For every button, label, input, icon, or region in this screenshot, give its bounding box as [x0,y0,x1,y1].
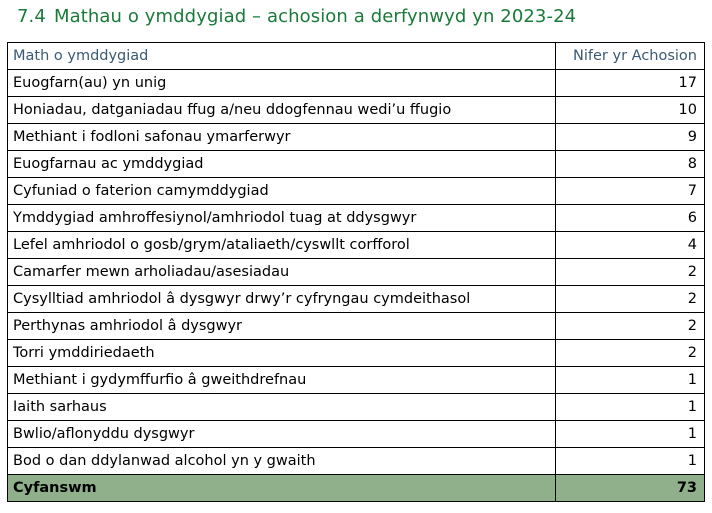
table-row [8,259,705,286]
table-row [8,340,705,367]
case-count-cell: 10 [556,97,705,124]
case-count-cell: 7 [556,178,705,205]
case-count-cell: 1 [556,394,705,421]
behaviour-type-cell: Camarfer mewn arholiadau/asesiadau [8,259,556,286]
total-row [8,475,705,502]
case-count-cell: 1 [556,367,705,394]
table-row [8,313,705,340]
table-row [8,286,705,313]
section-number: 7.4 [17,6,46,27]
table-row [8,448,705,475]
behaviour-type-cell: Bod o dan ddylanwad alcohol yn y gwaith [8,448,556,475]
table-row [8,232,705,259]
case-count-cell: 8 [556,151,705,178]
behaviour-type-cell: Bwlio/aflonyddu dysgwyr [8,421,556,448]
behaviour-type-cell: Methiant i fodloni safonau ymarferwyr [8,124,556,151]
total-count: 73 [556,475,705,502]
behaviour-type-cell: Methiant i gydymffurfio â gweithdrefnau [8,367,556,394]
column-header-count: Nifer yr Achosion [556,43,705,70]
behaviour-type-cell: Torri ymddiriedaeth [8,340,556,367]
case-count-cell: 2 [556,340,705,367]
case-count-cell: 2 [556,286,705,313]
behaviour-type-cell: Euogfarnau ac ymddygiad [8,151,556,178]
case-count-cell: 6 [556,205,705,232]
section-heading [17,5,576,29]
case-count-cell: 4 [556,232,705,259]
behaviour-type-cell: Cyfuniad o faterion camymddygiad [8,178,556,205]
behaviour-type-cell: Perthynas amhriodol â dysgwyr [8,313,556,340]
table-row [8,367,705,394]
case-count-cell: 2 [556,259,705,286]
behaviour-type-cell: Ymddygiad amhroffesiynol/amhriodol tuag at ddysgwyr [8,205,556,232]
behaviour-type-cell: Iaith sarhaus [8,394,556,421]
table-row [8,70,705,97]
table-row [8,124,705,151]
case-count-cell: 9 [556,124,705,151]
table-header-row [8,43,705,70]
case-count-cell: 1 [556,448,705,475]
table-row [8,205,705,232]
table-row [8,421,705,448]
behaviour-type-cell: Lefel amhriodol o gosb/grym/ataliaeth/cyswllt corfforol [8,232,556,259]
behaviour-type-cell: Euogfarn(au) yn unig [8,70,556,97]
table-row [8,394,705,421]
case-count-cell: 1 [556,421,705,448]
case-count-cell: 17 [556,70,705,97]
table-row [8,97,705,124]
behaviour-type-cell: Cysylltiad amhriodol â dysgwyr drwy’r cyfryngau cymdeithasol [8,286,556,313]
total-label: Cyfanswm [8,475,556,502]
column-header-type: Math o ymddygiad [8,43,556,70]
case-count-cell: 2 [556,313,705,340]
cases-table [7,42,705,502]
table-row [8,178,705,205]
table-row [8,151,705,178]
behaviour-type-cell: Honiadau, datganiadau ffug a/neu ddogfennau wedi’u ffugio [8,97,556,124]
section-title: Mathau o ymddygiad – achosion a derfynwyd yn 2023-24 [53,6,577,27]
